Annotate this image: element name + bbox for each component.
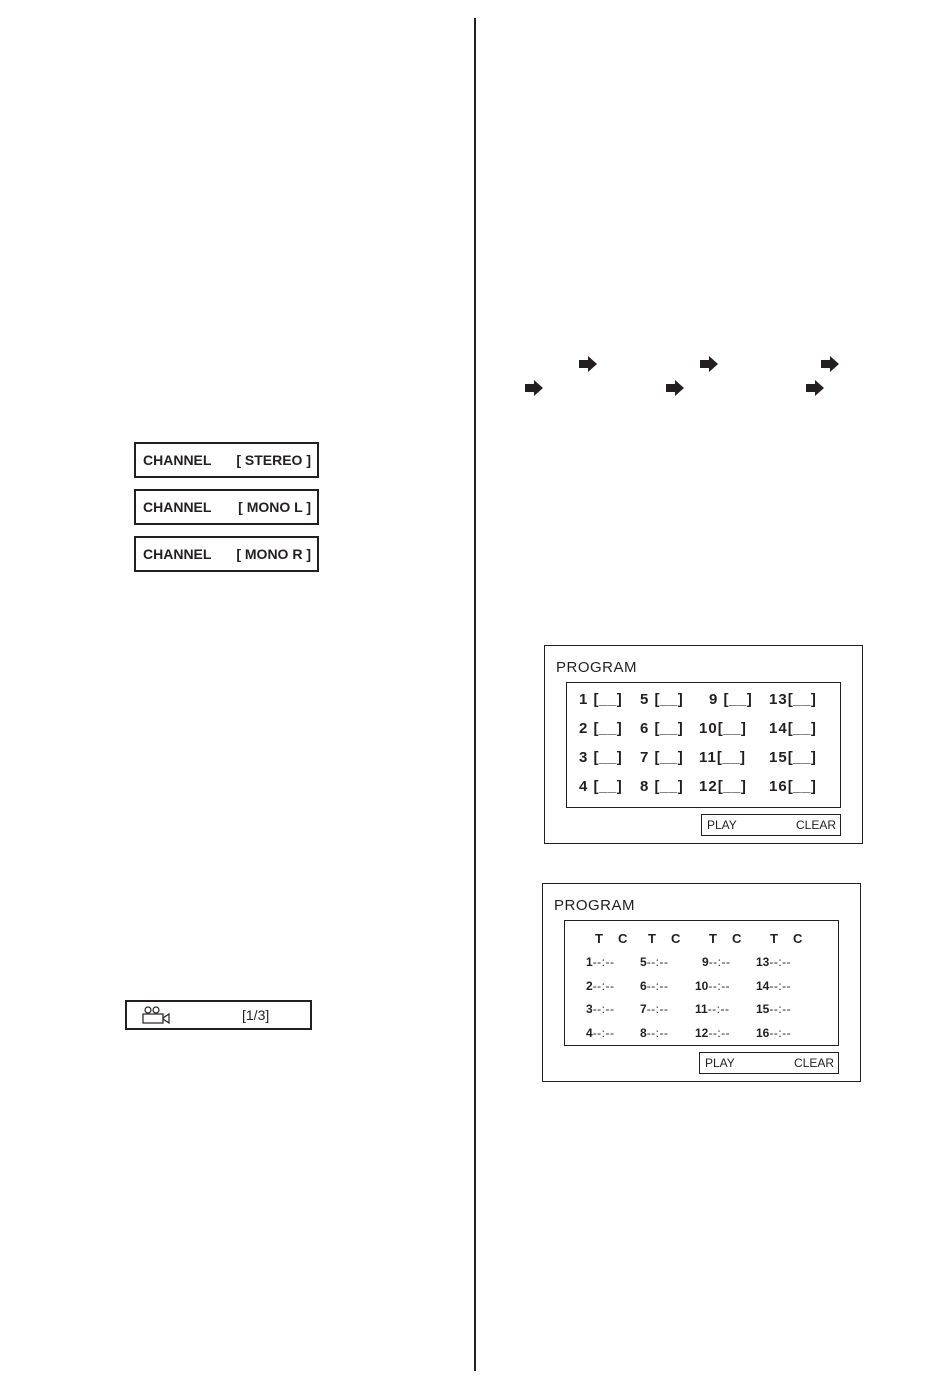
program-time-slot[interactable]: 13--:--	[756, 955, 792, 969]
channel-stereo-display	[134, 442, 319, 478]
program-menu-time	[542, 883, 861, 1082]
program-time-slot[interactable]: 14--:--	[756, 979, 792, 993]
column-header-c: C	[671, 931, 681, 946]
column-divider	[474, 18, 476, 1371]
right-arrow-icon	[579, 356, 597, 372]
program-slot[interactable]: 10[__]	[699, 720, 747, 737]
right-arrow-icon	[821, 356, 839, 372]
program-slot[interactable]: 16[__]	[769, 778, 817, 795]
channel-value: [ MONO L ]	[238, 499, 311, 515]
program-time-slot[interactable]: 16--:--	[756, 1026, 792, 1040]
program-slot[interactable]: 11[__]	[699, 749, 746, 766]
channel-label: CHANNEL	[143, 452, 212, 468]
program-time-slot[interactable]: 10--:--	[695, 979, 731, 993]
program-title: PROGRAM	[556, 659, 638, 676]
program-time-slot[interactable]: 15--:--	[756, 1002, 792, 1016]
program-slot[interactable]: 4 [__]	[579, 778, 623, 795]
program-time-grid	[564, 920, 839, 1046]
right-arrow-icon	[806, 380, 824, 396]
program-slot[interactable]: 3 [__]	[579, 749, 623, 766]
channel-value: [ STEREO ]	[236, 452, 311, 468]
angle-display	[125, 1000, 312, 1030]
channel-mono-l-display	[134, 489, 319, 525]
clear-button[interactable]: CLEAR	[795, 818, 836, 832]
program-slot[interactable]: 5 [__]	[640, 691, 684, 708]
column-header-t: T	[648, 931, 656, 946]
program-slot-grid	[566, 682, 841, 808]
channel-label: CHANNEL	[143, 499, 212, 515]
program-time-slot[interactable]: 9--:--	[702, 955, 731, 969]
play-button[interactable]: PLAY	[705, 1056, 735, 1070]
channel-mono-r-display	[134, 536, 319, 572]
angle-value: [1/3]	[242, 1007, 270, 1023]
program-time-slot[interactable]: 8--:--	[640, 1026, 669, 1040]
program-time-slot[interactable]: 7--:--	[640, 1002, 669, 1016]
channel-label: CHANNEL	[143, 546, 212, 562]
program-slot[interactable]: 9 [__]	[709, 691, 753, 708]
program-slot[interactable]: 8 [__]	[640, 778, 684, 795]
column-header-t: T	[595, 931, 603, 946]
program-time-slot[interactable]: 11--:--	[695, 1002, 730, 1016]
program-slot[interactable]: 6 [__]	[640, 720, 684, 737]
right-arrow-icon	[666, 380, 684, 396]
program-slot[interactable]: 7 [__]	[640, 749, 684, 766]
program-time-slot[interactable]: 12--:--	[695, 1026, 731, 1040]
program-time-slot[interactable]: 5--:--	[640, 955, 669, 969]
column-header-c: C	[732, 931, 742, 946]
channel-value: [ MONO R ]	[236, 546, 311, 562]
column-header-t: T	[709, 931, 717, 946]
right-arrow-icon	[700, 356, 718, 372]
column-header-c: C	[793, 931, 803, 946]
program-slot[interactable]: 15[__]	[769, 749, 817, 766]
column-header-t: T	[770, 931, 778, 946]
program-time-slot[interactable]: 4--:--	[586, 1026, 615, 1040]
program-title: PROGRAM	[554, 897, 636, 914]
right-arrow-icon	[525, 380, 543, 396]
program-time-slot[interactable]: 6--:--	[640, 979, 669, 993]
program-slot[interactable]: 13[__]	[769, 691, 817, 708]
camera-icon	[141, 1006, 171, 1024]
program-time-slot[interactable]: 3--:--	[586, 1002, 615, 1016]
program-slot[interactable]: 14[__]	[769, 720, 817, 737]
play-button[interactable]: PLAY	[707, 818, 737, 832]
program-button-bar	[699, 1052, 839, 1074]
column-header-c: C	[618, 931, 628, 946]
program-slot[interactable]: 2 [__]	[579, 720, 623, 737]
program-button-bar	[701, 814, 841, 836]
program-slot[interactable]: 12[__]	[699, 778, 747, 795]
clear-button[interactable]: CLEAR	[793, 1056, 834, 1070]
program-menu-title	[544, 645, 863, 844]
program-time-slot[interactable]: 1--:--	[586, 955, 615, 969]
program-slot[interactable]: 1 [__]	[579, 691, 623, 708]
program-time-slot[interactable]: 2--:--	[586, 979, 615, 993]
